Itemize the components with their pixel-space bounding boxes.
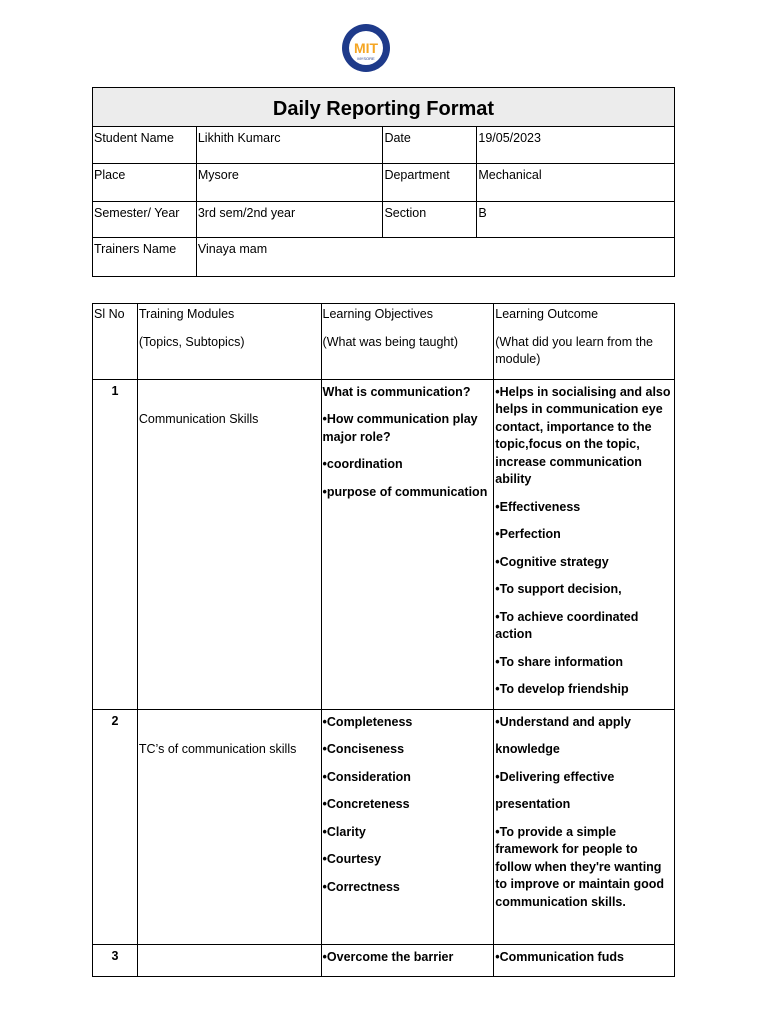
outcome-item: •Understand and apply xyxy=(495,714,631,729)
date-value: 19/05/2023 xyxy=(477,127,675,164)
trainers-value: Vinaya mam xyxy=(196,238,674,277)
semester-value: 3rd sem/2nd year xyxy=(196,202,383,238)
row-number: 2 xyxy=(93,709,138,944)
page-title: Daily Reporting Format xyxy=(93,88,675,127)
outcome-item: •Helps in socialising and also helps in communication eye contact, importance to the topic,focus on the topic, increase communication ability xyxy=(495,384,671,486)
outcome-item: presentation xyxy=(495,797,571,811)
objective-item: •coordination xyxy=(322,457,403,471)
row-number: 1 xyxy=(93,379,138,709)
table-row xyxy=(93,709,675,944)
department-value: Mechanical xyxy=(477,164,675,202)
student-info-table xyxy=(92,87,675,277)
row-number: 3 xyxy=(93,944,138,977)
objective-item: •Consideration xyxy=(322,769,411,784)
place-label: Place xyxy=(93,164,197,202)
date-label: Date xyxy=(383,127,477,164)
outcome-item: knowledge xyxy=(495,742,560,756)
module-name: Communication Skills xyxy=(138,411,259,426)
outcome-item: •To support decision, xyxy=(495,582,622,596)
outcome-item: •To achieve coordinated action xyxy=(495,609,639,641)
module-name: TC’s of communication skills xyxy=(138,741,297,756)
outcome-subheader: (What did you learn from the module) xyxy=(495,334,653,366)
trainers-label: Trainers Name xyxy=(93,238,197,277)
logo-text: MIT xyxy=(353,40,379,56)
objective-item: •Courtesy xyxy=(322,852,382,866)
modules-header: Training Modules xyxy=(138,307,235,321)
section-value: B xyxy=(477,202,675,238)
outcome-item: •To share information xyxy=(495,654,624,669)
objective-item: What is communication? xyxy=(322,384,471,399)
place-value: Mysore xyxy=(196,164,383,202)
objective-item: •How communication play major role? xyxy=(322,412,478,444)
modules-subheader: (Topics, Subtopics) xyxy=(138,334,245,349)
department-label: Department xyxy=(383,164,477,202)
outcome-item: •To provide a simple framework for people to follow when they're wanting to improve or maintain good communication skills. xyxy=(495,824,665,909)
student-name-label: Student Name xyxy=(93,127,197,164)
objectives-header: Learning Objectives xyxy=(322,307,434,321)
semester-label: Semester/ Year xyxy=(93,202,197,238)
outcome-item: •Perfection xyxy=(495,527,561,541)
objectives-subheader: (What was being taught) xyxy=(322,334,459,349)
objective-item: •Completeness xyxy=(322,714,413,729)
outcome-header: Learning Outcome xyxy=(495,307,599,321)
sl-no-header: Sl No xyxy=(94,307,125,321)
outcome-item: •To develop friendship xyxy=(495,682,629,696)
objective-item: •Concreteness xyxy=(322,797,410,811)
modules-header-row xyxy=(93,304,675,380)
outcome-item: •Communication fuds xyxy=(495,949,624,964)
objective-item: •Clarity xyxy=(322,824,366,839)
modules-table xyxy=(92,303,675,977)
institute-logo xyxy=(341,23,391,73)
outcome-item: •Effectiveness xyxy=(495,499,581,514)
section-label: Section xyxy=(383,202,477,238)
objective-item: •purpose of communication xyxy=(322,484,488,499)
objective-item: •Conciseness xyxy=(322,742,405,756)
table-row xyxy=(93,379,675,709)
objective-item: •Overcome the barrier xyxy=(322,949,454,964)
table-row xyxy=(93,944,675,977)
student-name-value: Likhith Kumarc xyxy=(196,127,383,164)
outcome-item: •Cognitive strategy xyxy=(495,554,609,569)
outcome-item: •Delivering effective xyxy=(495,769,615,784)
objective-item: •Correctness xyxy=(322,879,400,894)
logo-subtext: MYSORE xyxy=(357,56,375,61)
